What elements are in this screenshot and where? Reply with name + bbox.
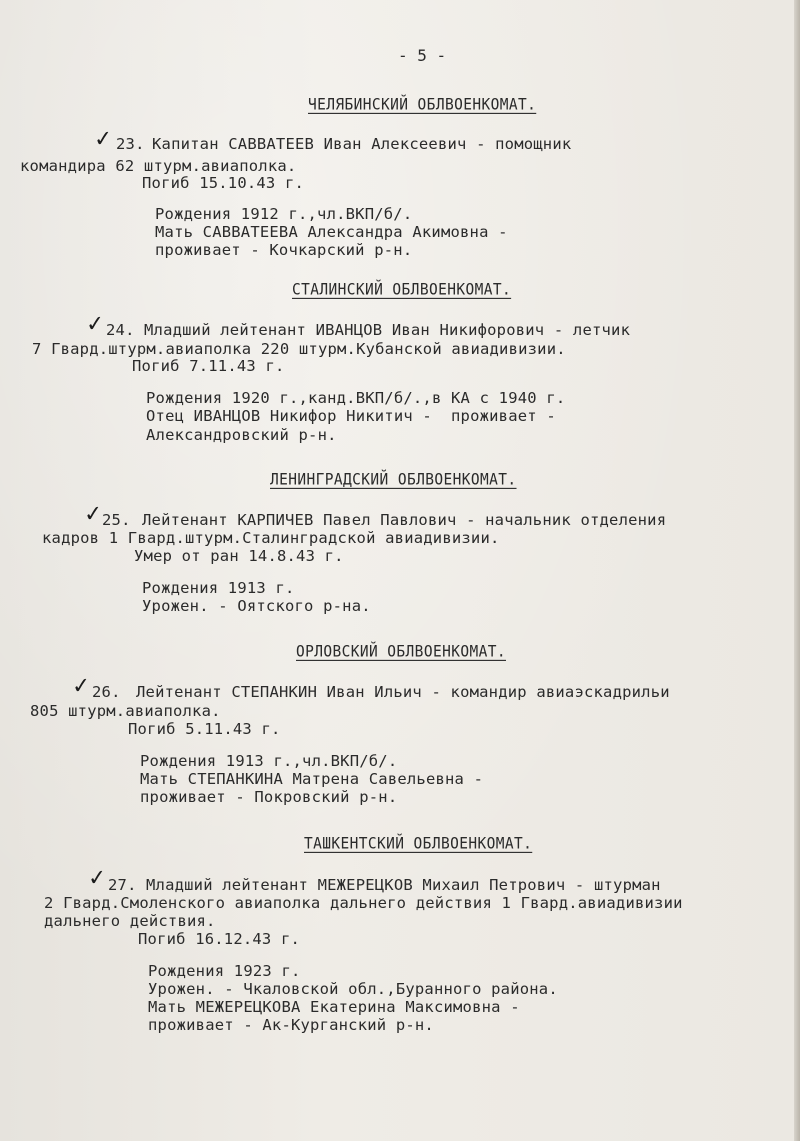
- entry-24-number: 24.: [106, 321, 135, 339]
- section-header-tashkent: ТАШКЕНТСКИЙ ОБЛВОЕНКОМАТ.: [304, 835, 533, 853]
- entry-26-detail: Мать СТЕПАНКИНА Матрена Савельевна -: [140, 770, 484, 788]
- check-mark-icon: ✓: [71, 673, 92, 700]
- entry-26-line1: Лейтенант СТЕПАНКИН Иван Ильич - командир авиаэскадрильи: [136, 683, 670, 701]
- entry-26-detail: проживает - Покровский р-н.: [140, 788, 398, 806]
- entry-23-detail: Рождения 1912 г.,чл.ВКП/б/.: [155, 205, 413, 223]
- entry-27-detail: Урожен. - Чкаловской обл.,Буранного района.: [148, 980, 558, 998]
- entry-23-line2: командира 62 штурм.авиаполка.: [20, 157, 297, 175]
- entry-27-death: Погиб 16.12.43 г.: [138, 930, 301, 948]
- page-number: - 5 -: [398, 46, 447, 65]
- entry-23-number: 23.: [116, 135, 145, 153]
- entry-26-number: 26.: [92, 683, 121, 701]
- check-mark-icon: ✓: [93, 126, 114, 153]
- section-header-leningrad: ЛЕНИНГРАДСКИЙ ОБЛВОЕНКОМАТ.: [270, 471, 517, 489]
- entry-23-line1: Капитан САВВАТЕЕВ Иван Алексеевич - помощник: [152, 135, 572, 153]
- entry-27-number: 27.: [108, 876, 137, 894]
- entry-23-detail: Мать САВВАТЕЕВА Александра Акимовна -: [155, 223, 508, 241]
- entry-26-detail: Рождения 1913 г.,чл.ВКП/б/.: [140, 752, 398, 770]
- section-header-chelyabinsk: ЧЕЛЯБИНСКИЙ ОБЛВОЕНКОМАТ.: [308, 96, 537, 114]
- entry-24-detail: Отец ИВАНЦОВ Никифор Никитич - проживает -: [146, 407, 556, 425]
- entry-24-detail: Рождения 1920 г.,канд.ВКП/б/.,в КА с 1940 г.: [146, 389, 566, 407]
- section-header-stalino: СТАЛИНСКИЙ ОБЛВОЕНКОМАТ.: [292, 281, 512, 299]
- check-mark-icon: ✓: [83, 501, 104, 528]
- entry-24-line1: Младший лейтенант ИВАНЦОВ Иван Никифорович - летчик: [144, 321, 631, 339]
- entry-26-line2: 805 штурм.авиаполка.: [30, 702, 221, 720]
- check-mark-icon: ✓: [85, 311, 106, 338]
- entry-23-death: Погиб 15.10.43 г.: [142, 174, 305, 192]
- entry-27-line1: Младший лейтенант МЕЖЕРЕЦКОВ Михаил Петрович - штурман: [146, 876, 661, 894]
- entry-25-number: 25.: [102, 511, 131, 529]
- section-header-orel: ОРЛОВСКИЙ ОБЛВОЕНКОМАТ.: [296, 643, 506, 661]
- entry-27-detail: Мать МЕЖЕРЕЦКОВА Екатерина Максимовна -: [148, 998, 520, 1016]
- entry-23-detail: проживает - Кочкарский р-н.: [155, 241, 413, 259]
- entry-25-death: Умер от ран 14.8.43 г.: [134, 547, 344, 565]
- check-mark-icon: ✓: [87, 865, 108, 892]
- entry-27-line2: 2 Гвард.Смоленского авиаполка дальнего действия 1 Гвард.авиадивизии: [44, 894, 683, 912]
- entry-27-line3: дальнего действия.: [44, 912, 216, 930]
- entry-26-death: Погиб 5.11.43 г.: [128, 720, 281, 738]
- entry-24-detail: Александровский р-н.: [146, 426, 337, 444]
- entry-27-detail: проживает - Ак-Курганский р-н.: [148, 1016, 434, 1034]
- entry-25-detail: Рождения 1913 г.: [142, 579, 295, 597]
- entry-24-line2: 7 Гвард.штурм.авиаполка 220 штурм.Кубанской авиадивизии.: [32, 340, 566, 358]
- entry-25-line1: Лейтенант КАРПИЧЕВ Павел Павлович - начальник отделения: [142, 511, 667, 529]
- entry-25-line2: кадров 1 Гвард.штурм.Сталинградской авиадивизии.: [42, 529, 500, 547]
- entry-24-death: Погиб 7.11.43 г.: [132, 357, 285, 375]
- entry-27-detail: Рождения 1923 г.: [148, 962, 301, 980]
- entry-25-detail: Урожен. - Оятского р-на.: [142, 597, 371, 615]
